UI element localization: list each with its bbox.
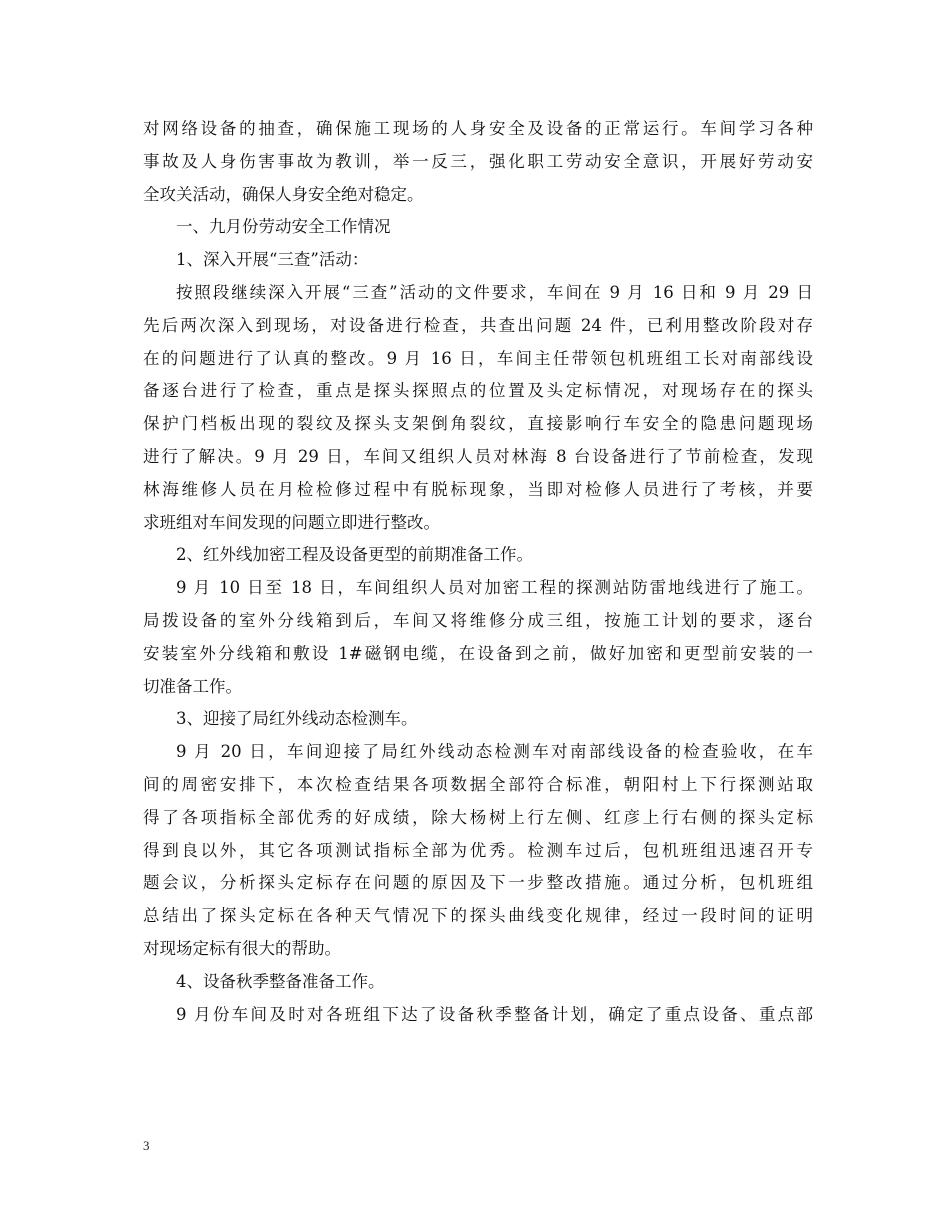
text-line: 得了各项指标全部优秀的好成绩，除大杨树上行左侧、红彦上行右侧的探头定标 <box>143 807 813 827</box>
text-line: 9 月 10 日至 18 日，车间组织人员对加密工程的探测站防雷地线进行了施工。 <box>176 578 813 598</box>
text-line: 3、迎接了局红外线动态检测车。 <box>176 709 418 729</box>
text-line: 求班组对车间发现的问题立即进行整改。 <box>143 512 440 532</box>
text-line: 2、红外线加密工程及设备更型的前期准备工作。 <box>176 545 533 565</box>
text-line: 1、深入开展“三查”活动： <box>176 250 369 270</box>
text-line: 备逐台进行了检查，重点是探头探照点的位置及头定标情况，对现场存在的探头 <box>143 381 813 401</box>
text-line: 事故及人身伤害事故为教训，举一反三，强化职工劳动安全意识，开展好劳动安 <box>143 151 813 171</box>
text-line: 9 月 20 日，车间迎接了局红外线动态检测车对南部线设备的检查验收，在车 <box>176 742 813 762</box>
text-line: 题会议，分析探头定标存在问题的原因及下一步整改措施。通过分析，包机班组 <box>143 873 813 893</box>
text-line: 一、九月份劳动安全工作情况 <box>176 217 391 237</box>
text-line: 4、设备秋季整备准备工作。 <box>176 971 385 991</box>
text-line: 切准备工作。 <box>143 676 242 696</box>
text-line: 对网络设备的抽查，确保施工现场的人身安全及设备的正常运行。车间学习各种 <box>143 119 813 138</box>
text-line: 在的问题进行了认真的整改。9 月 16 日，车间主任带领包机班组工长对南部线设 <box>143 348 813 368</box>
text-line: 保护门档板出现的裂纹及探头支架倒角裂纹，直接影响行车安全的隐患问题现场 <box>143 414 813 434</box>
text-line: 按照段继续深入开展“三查”活动的文件要求，车间在 9 月 16 日和 9 月 29 日 <box>176 282 813 302</box>
text-line: 进行了解决。9 月 29 日，车间又组织人员对林海 8 台设备进行了节前检查，发现 <box>143 446 813 466</box>
text-line: 局拨设备的室外分线箱到后，车间又将维修分成三组，按施工计划的要求，逐台 <box>143 610 813 630</box>
text-line: 安装室外分线箱和敷设 1#磁钢电缆，在设备到之前，做好加密和更型前安装的一 <box>143 643 813 663</box>
text-line: 得到良以外，其它各项测试指标全部为优秀。检测车过后，包机班组迅速召开专 <box>143 840 813 860</box>
page-number: 3 <box>143 1138 150 1153</box>
text-line: 9 月份车间及时对各班组下达了设备秋季整备计划，确定了重点设备、重点部 <box>176 1004 813 1024</box>
text-line: 林海维修人员在月检检修过程中有脱标现象，当即对检修人员进行了考核，并要 <box>143 479 813 499</box>
text-line: 先后两次深入到现场，对设备进行检查，共查出问题 24 件，已利用整改阶段对存 <box>143 315 813 335</box>
document-body <box>143 113 813 1031</box>
text-line: 间的周密安排下，本次检查结果各项数据全部符合标准，朝阳村上下行探测站取 <box>143 774 813 794</box>
text-line: 全攻关活动，确保人身安全绝对稳定。 <box>143 184 424 204</box>
text-line: 对现场定标有很大的帮助。 <box>143 938 341 958</box>
text-line: 总结出了探头定标在各种天气情况下的探头曲线变化规律，经过一段时间的证明 <box>143 906 813 926</box>
